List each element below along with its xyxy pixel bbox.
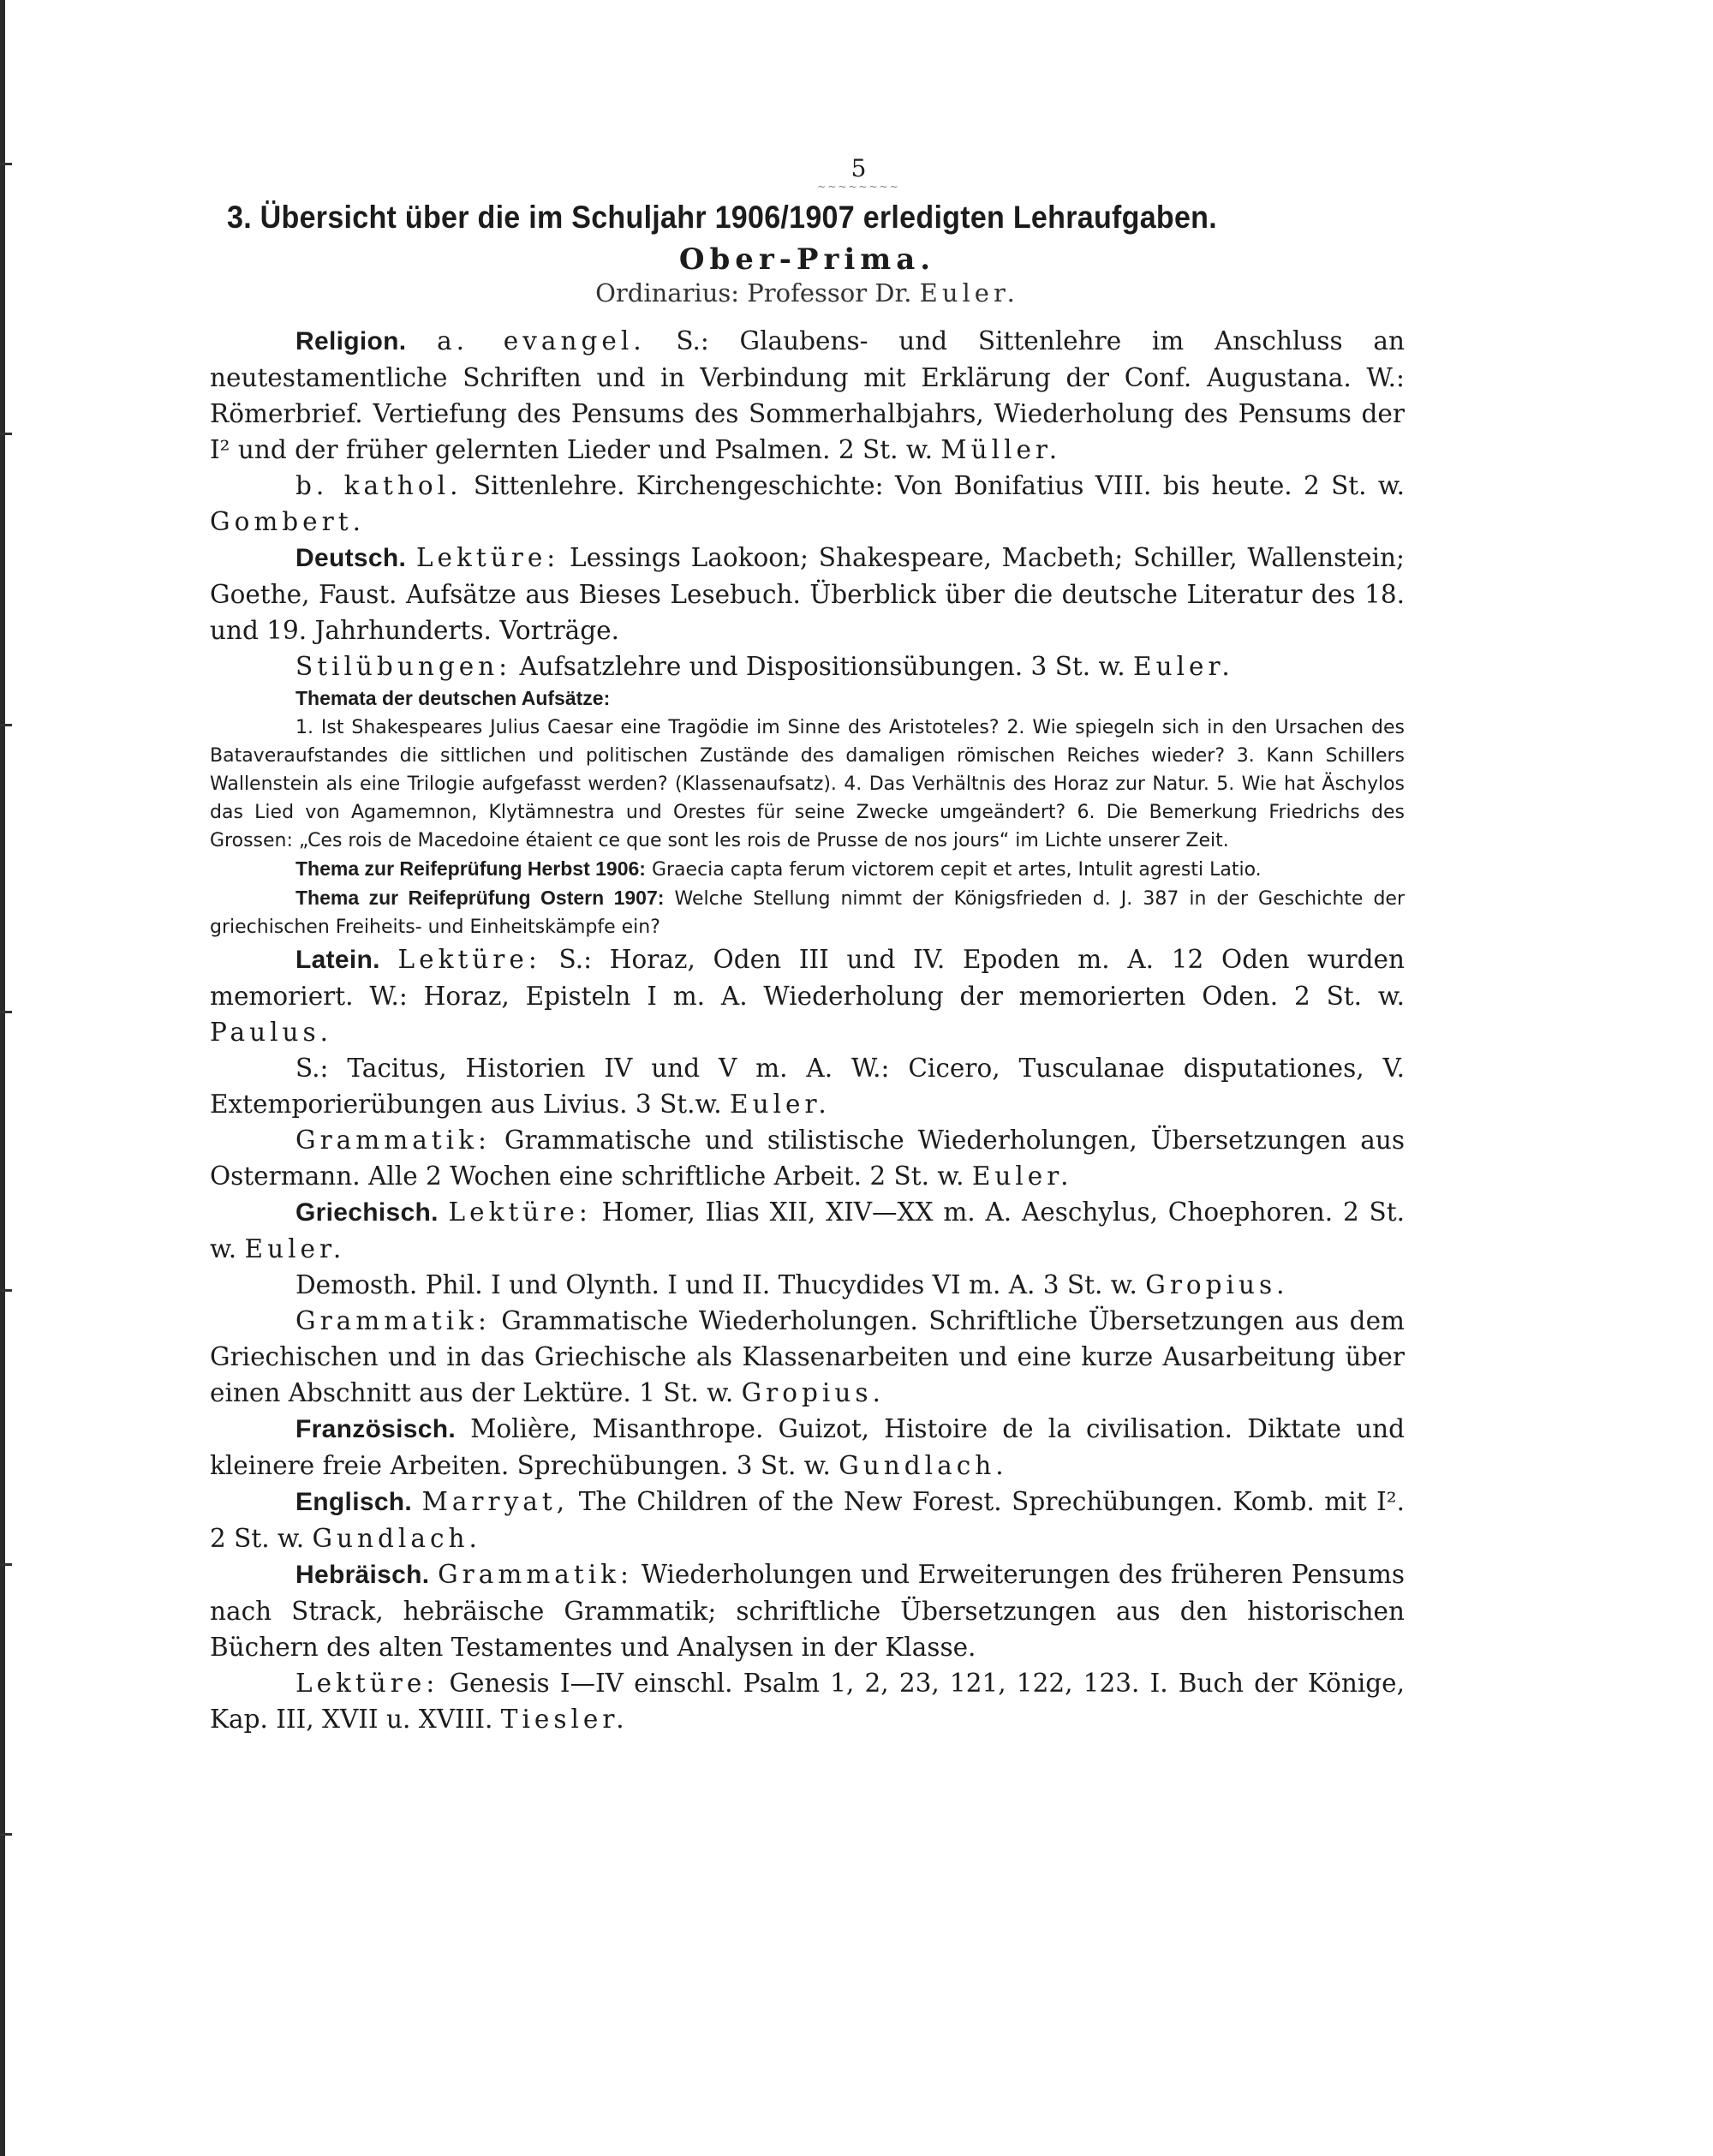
page-content xyxy=(210,154,1405,1737)
subject-englisch: Englisch. xyxy=(295,1488,413,1516)
griechisch-lekture-paragraph xyxy=(210,1194,1405,1267)
ostern-text: Welche Stellung nimmt der Königsfrieden d. J. 387 in der Geschichte der griechischen Freiheits- und Einheitskämpfe ein? xyxy=(210,888,1406,938)
reifepruefung-herbst xyxy=(210,855,1405,884)
hebraeisch-lekture-paragraph xyxy=(210,1665,1405,1737)
englisch-paragraph xyxy=(210,1484,1405,1556)
teacher-name: Euler. xyxy=(971,1162,1073,1191)
subject-latein: Latein. xyxy=(295,946,380,974)
religion-a-text: S.: Glaubens- und Sittenlehre im Anschluss an neutestamentliche Schriften und in Verbindung mit Erklärung der Conf. Augustana. W.: Römerbrief. Vertiefung des Pensums des Sommerhalbjahrs, Wiederholung des Pensums der I² und der früher gelernten Lieder und Psalmen. 2 St. w. xyxy=(210,326,1405,464)
binding-mark xyxy=(0,163,12,165)
binding-mark xyxy=(0,1289,12,1292)
religion-a-paragraph xyxy=(210,323,1405,468)
deutsch-lekture-text: Lessings Laokoon; Shakespeare, Macbeth; Schiller, Wallenstein; Goethe, Faust. Aufsätze aus Bieses Lesebuch. Überblick über die deutsche Literatur des 18. und 19. Jahrhunderts. Vorträge. xyxy=(210,543,1405,645)
deutsch-stil-paragraph xyxy=(210,648,1405,684)
latein-grammatik-text: Grammatische und stilistische Wiederholungen, Übersetzungen aus Ostermann. Alle 2 Wochen eine schriftliche Arbeit. 2 St. w. xyxy=(210,1126,1405,1191)
griechisch-lekture-text: Homer, Ilias XII, XIV—XX m. A. Aeschylus, Choephoren. 2 St. w. xyxy=(210,1197,1405,1263)
deutsch-lekture-paragraph xyxy=(210,540,1405,648)
teacher-name: Tiesler. xyxy=(500,1705,629,1734)
teacher-name: Euler. xyxy=(730,1090,831,1119)
page-number: 5 ~~~~~~~~ xyxy=(817,154,900,193)
stil-label: Stilübungen: xyxy=(295,652,512,681)
teacher-name: Gundlach. xyxy=(312,1524,481,1553)
grammatik-label: Grammatik: xyxy=(295,1306,491,1335)
franzoesisch-paragraph xyxy=(210,1411,1405,1484)
ordinarius-teacher: Euler. xyxy=(919,278,1019,308)
binding-mark xyxy=(0,1563,12,1566)
deutsch-stil-text: Aufsatzlehre und Dispositionsübungen. 3 St. w. xyxy=(519,652,1125,681)
subject-deutsch: Deutsch. xyxy=(295,544,407,572)
lekture-label: Lektüre: xyxy=(448,1197,592,1227)
latein-grammatik-paragraph xyxy=(210,1122,1405,1194)
ordinarius-line xyxy=(210,278,1405,308)
page-title: 3. Übersicht über die im Schuljahr 1906/1907 erledigten Lehraufgaben. xyxy=(227,200,1217,235)
teacher-name: Gropius. xyxy=(741,1378,885,1407)
themata-list: 1. Ist Shakespeares Julius Caesar eine Tragödie im Sinne des Aristoteles? 2. Wie spiegeln sich in den Ursachen des Bataveraufstandes die sittlichen und politischen Zustände des damaligen römischen Reiches wieder? 3. Kann Schillers Wallenstein als eine Trilogie aufgefasst werden? (Klassenaufsatz). 4. Das Verhältnis des Horaz zur Natur. 5. Wie hat Äschylos das Lied von Agamemnon, Klytämnestra und Orestes für seine Zwecke umgeändert? 6. Die Bemerkung Friedrichs des Grossen: „Ces rois de Macedoine étaient ce que sont les rois de Prusse de nos jours“ im Lichte unserer Zeit. xyxy=(210,717,1405,851)
class-title: Ober-Prima. xyxy=(678,242,936,277)
hebraeisch-grammatik-paragraph xyxy=(210,1556,1405,1665)
subject-franzoesisch: Französisch. xyxy=(295,1415,456,1443)
subject-griechisch: Griechisch. xyxy=(295,1198,439,1227)
englisch-author: Marryat, xyxy=(421,1487,570,1516)
latein-lekture-text: S.: Horaz, Oden III und IV. Epoden m. A. 12 Oden wurden memoriert. W.: Horaz, Episteln I m. A. Wiederholung der memorierten Oden. 2 St. w. xyxy=(210,945,1405,1011)
latein-tacitus-paragraph xyxy=(210,1050,1405,1122)
teacher-name: Paulus. xyxy=(210,1018,333,1047)
ostern-heading: Thema zur Reifeprüfung Ostern 1907: xyxy=(295,887,665,909)
subject-hebraeisch: Hebräisch. xyxy=(295,1561,430,1589)
binding-mark xyxy=(0,433,12,435)
teacher-name: Gundlach. xyxy=(839,1451,1008,1480)
binding-mark xyxy=(0,724,12,726)
themata-heading-line xyxy=(210,684,1405,714)
lekture-label: Lektüre: xyxy=(415,543,560,572)
teacher-name: Euler. xyxy=(1133,652,1234,681)
religion-a-label: a. evangel. xyxy=(437,326,646,355)
grammatik-label: Grammatik: xyxy=(295,1126,491,1155)
englisch-text: The Children of the New Forest. Sprechübungen. Komb. mit I². 2 St. w. xyxy=(210,1487,1405,1553)
herbst-heading: Thema zur Reifeprüfung Herbst 1906: xyxy=(295,857,646,880)
griechisch-demosth-paragraph xyxy=(210,1267,1405,1303)
teacher-name: Gombert. xyxy=(210,507,365,536)
herbst-text: Graecia capta ferum victorem cepit et artes, Intulit agresti Latio. xyxy=(651,859,1262,881)
ordinarius-label: Ordinarius: xyxy=(595,278,740,308)
lekture-label: Lektüre: xyxy=(397,945,541,974)
lekture-label: Lektüre: xyxy=(295,1669,439,1698)
binding-mark xyxy=(0,1011,12,1013)
griechisch-demosth-text: Demosth. Phil. I und Olynth. I und II. Thucydides VI m. A. 3 St. w. xyxy=(295,1270,1137,1299)
griechisch-grammatik-paragraph xyxy=(210,1303,1405,1411)
teacher-name: Euler. xyxy=(244,1234,346,1263)
teacher-name: Gropius. xyxy=(1145,1270,1289,1299)
teacher-name: Müller. xyxy=(940,435,1062,464)
religion-b-label: b. kathol. xyxy=(295,471,463,500)
religion-b-text: Sittenlehre. Kirchengeschichte: Von Bonifatius VIII. bis heute. 2 St. w. xyxy=(473,471,1406,500)
religion-b-paragraph xyxy=(210,468,1405,540)
franzoesisch-text: Molière, Misanthrope. Guizot, Histoire de la civilisation. Diktate und kleinere freie Arbeiten. Sprechübungen. 3 St. w. xyxy=(210,1414,1405,1480)
reifepruefung-ostern xyxy=(210,884,1405,941)
binding-mark xyxy=(0,1833,12,1836)
ordinarius-value: Professor Dr. xyxy=(747,278,912,308)
themata-heading: Themata der deutschen Aufsätze: xyxy=(295,687,611,709)
grammatik-label: Grammatik: xyxy=(438,1560,633,1589)
griechisch-grammatik-text: Grammatische Wiederholungen. Schriftliche Übersetzungen aus dem Griechischen und in das Griechische als Klassenarbeiten und eine kurze Ausarbeitung über einen Abschnitt aus der Lektüre. 1 St. w. xyxy=(210,1306,1405,1407)
hebraeisch-grammatik-text: Wiederholungen und Erweiterungen des früheren Pensums nach Strack, hebräische Grammatik; schriftliche Übersetzungen aus den historischen Büchern des alten Testamentes und Analysen in der Klasse. xyxy=(210,1560,1405,1662)
latein-lekture-paragraph xyxy=(210,941,1405,1050)
subject-religion: Religion. xyxy=(295,327,407,355)
hebraeisch-lekture-text: Genesis I—IV einschl. Psalm 1, 2, 23, 121, 122, 123. I. Buch der Könige, Kap. III, XVII u. XVIII. xyxy=(210,1669,1405,1734)
latein-tacitus-text: S.: Tacitus, Historien IV und V m. A. W.: Cicero, Tusculanae disputationes, V. Extemporierübungen aus Livius. 3 St.w. xyxy=(210,1054,1405,1119)
